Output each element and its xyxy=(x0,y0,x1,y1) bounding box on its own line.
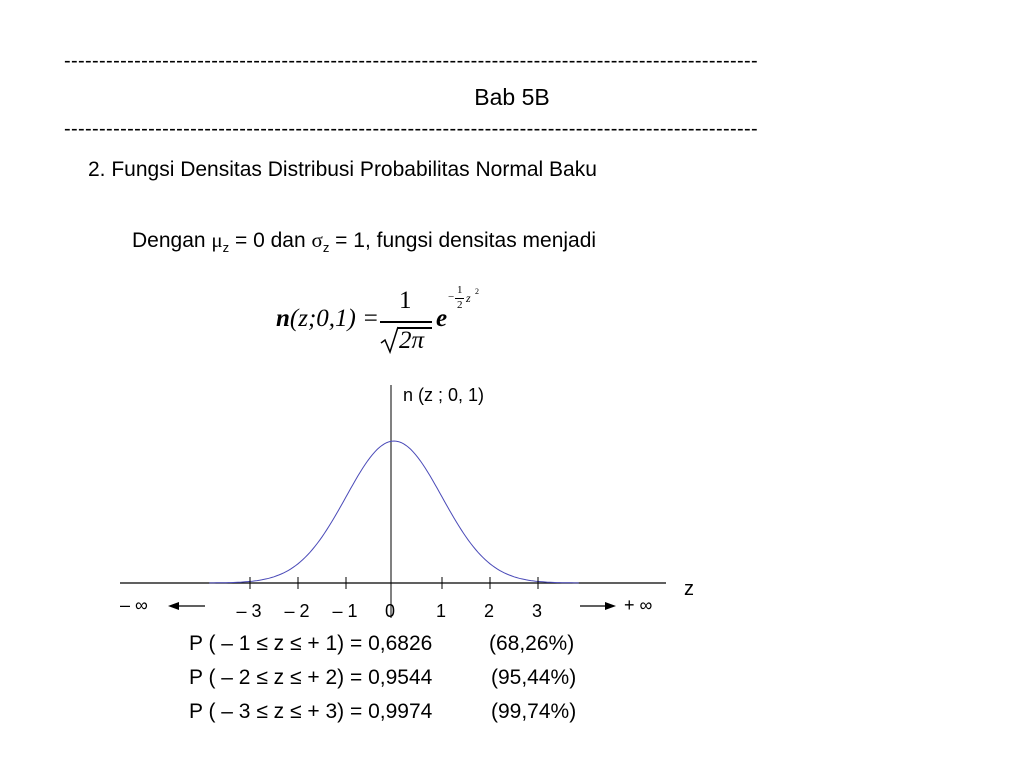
x-tick-label: – 2 xyxy=(284,601,310,621)
y-axis-label: n (z ; 0, 1) xyxy=(403,385,485,405)
section-heading: 2. Fungsi Densitas Distribusi Probabilitas Normal Baku xyxy=(88,158,597,181)
right-arrow-head xyxy=(605,602,616,610)
prob-pct-3: (99,74%) xyxy=(491,700,577,723)
page-title: Bab 5B xyxy=(474,84,550,110)
formula-args: (z;0,1) = xyxy=(289,305,379,332)
prob-pct-2: (95,44%) xyxy=(491,666,577,689)
prob-pct-1: (68,26%) xyxy=(489,632,575,655)
x-tick-label: 1 xyxy=(435,601,446,621)
formula-denominator: 2π xyxy=(399,327,425,354)
top-dash-line: --------------------------------------------------------------------------------------------------- xyxy=(64,50,759,72)
intro-suffix: = 1, fungsi densitas menjadi xyxy=(329,229,597,252)
prob-expr-2: P ( – 2 ≤ z ≤ + 2) = 0,9544 xyxy=(189,666,433,689)
normal-density-curve xyxy=(209,441,579,583)
exp-denominator: 2 xyxy=(457,299,463,311)
prob-expr-3: P ( – 3 ≤ z ≤ + 3) = 0,9974 xyxy=(189,700,433,723)
x-tick-label: 3 xyxy=(531,601,542,621)
left-arrow-head xyxy=(168,602,179,610)
minus-infinity-label: – ∞ xyxy=(120,595,148,615)
exp-variable: z xyxy=(466,291,471,305)
formula-numerator: 1 xyxy=(399,287,412,314)
mu-symbol: μ xyxy=(211,228,223,252)
x-axis-label: z xyxy=(684,578,694,600)
intro-mid: = 0 dan xyxy=(229,229,312,252)
formula-e: e xyxy=(436,305,448,332)
x-tick-label: – 3 xyxy=(236,601,262,621)
sigma-subscript: z xyxy=(322,240,330,255)
mu-subscript: z xyxy=(222,240,230,255)
intro-prefix: Dengan xyxy=(132,229,212,252)
x-tick-label: 0 xyxy=(384,601,395,621)
exp-sign: − xyxy=(448,291,455,303)
exp-power: 2 xyxy=(475,287,479,296)
sigma-symbol: σ xyxy=(311,228,323,252)
prob-expr-1: P ( – 1 ≤ z ≤ + 1) = 0,6826 xyxy=(189,632,433,655)
bottom-dash-line: --------------------------------------------------------------------------------------------------- xyxy=(64,118,759,140)
x-tick-label: 2 xyxy=(483,601,494,621)
formula-n: n xyxy=(276,305,290,332)
x-tick-label: – 1 xyxy=(332,601,358,621)
plus-infinity-label: + ∞ xyxy=(624,595,653,615)
exp-numerator: 1 xyxy=(457,284,463,296)
